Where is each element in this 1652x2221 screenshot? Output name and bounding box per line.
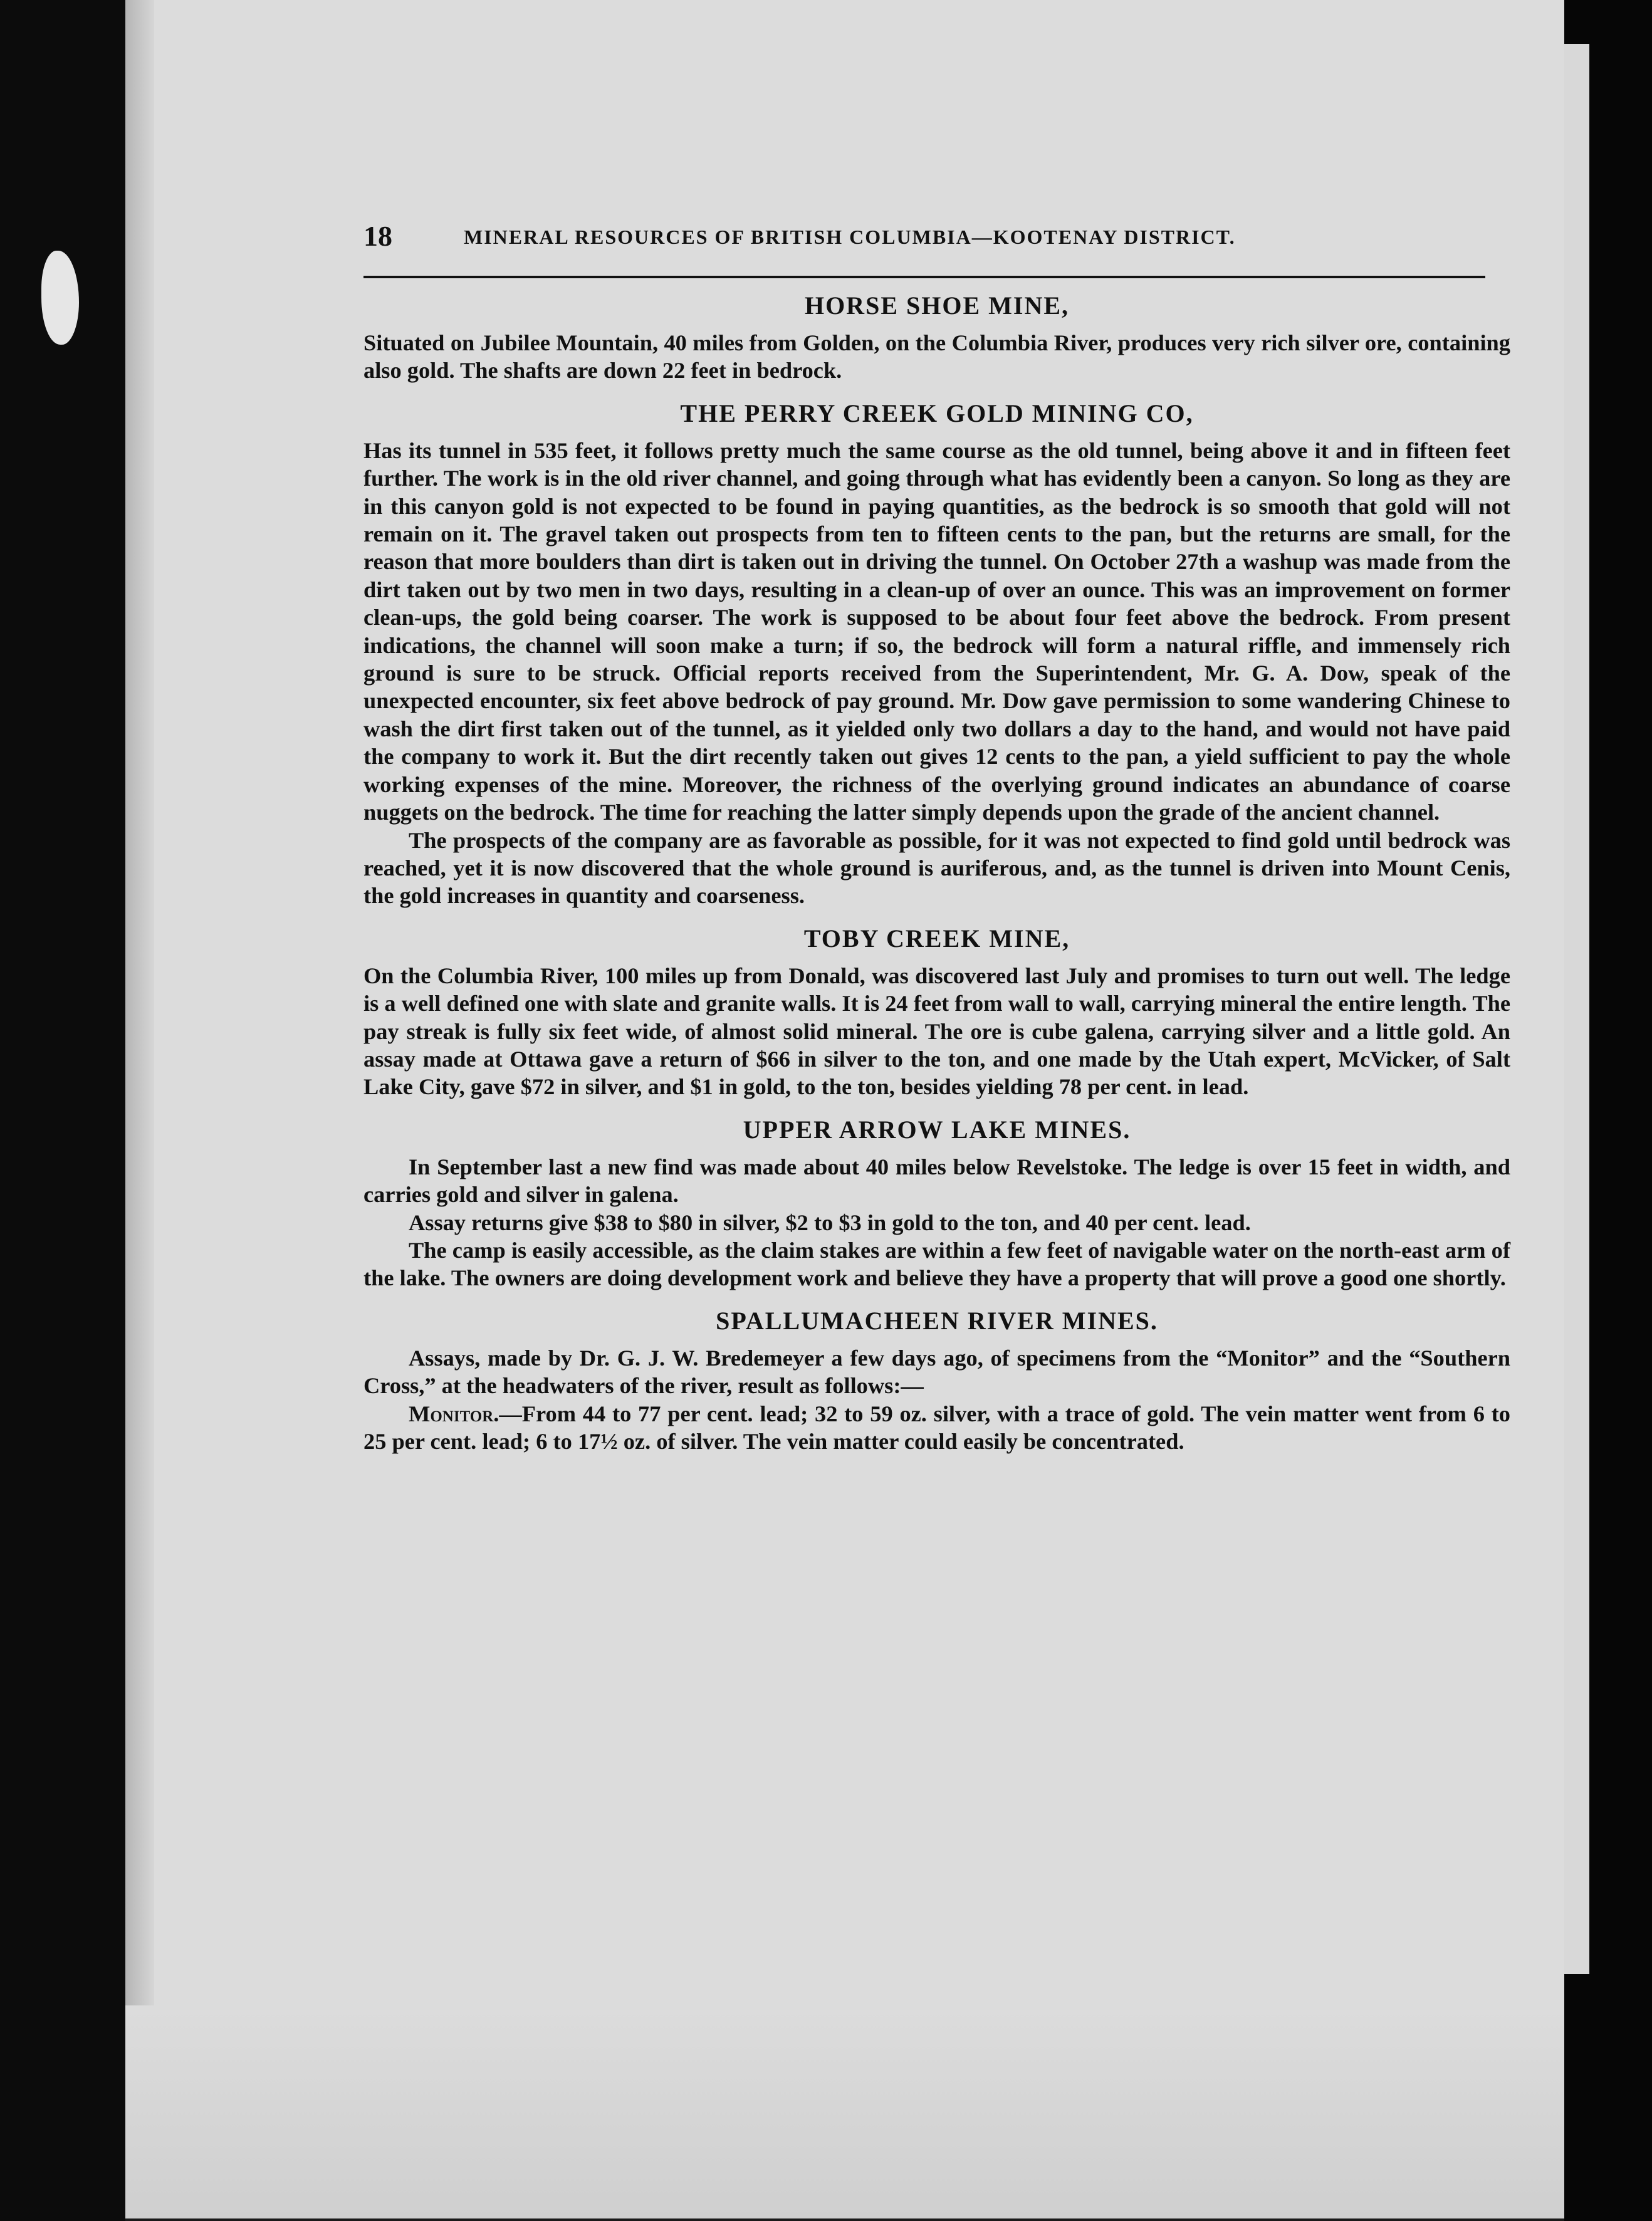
section-perry-creek	[363, 399, 1510, 910]
section-heading: TOBY CREEK MINE,	[803, 924, 1070, 953]
header-rule	[363, 276, 1485, 278]
book-page	[125, 0, 1564, 2218]
paragraph: Situated on Jubilee Mountain, 40 miles from Golden, on the Columbia River, produces very rich silver ore, containing also gold. The shafts are down 22 feet in bedrock.	[363, 330, 1510, 384]
page-content	[363, 219, 1510, 1469]
page-bottom-margin	[125, 2005, 1564, 2218]
paragraph: The camp is easily accessible, as the claim stakes are within a few feet of navigable water on the north-east arm of the lake. The owners are doing development work and believe they have a property that will prove a good one shortly.	[363, 1237, 1510, 1291]
section-heading: SPALLUMACHEEN RIVER MINES.	[716, 1306, 1158, 1335]
running-title: MINERAL RESOURCES OF BRITISH COLUMBIA—KOOTENAY DISTRICT.	[464, 226, 1236, 248]
paragraph: Assays, made by Dr. G. J. W. Bredemeyer a few days ago, of specimens from the “Monitor” and the “Southern Cross,” at the headwaters of the river, result as follows:—	[363, 1345, 1510, 1399]
section-heading: UPPER ARROW LAKE MINES.	[743, 1115, 1131, 1144]
section-upper-arrow-lake	[363, 1115, 1510, 1292]
section-heading: HORSE SHOE MINE,	[804, 291, 1070, 320]
page-number: 18	[363, 220, 392, 252]
monitor-label: Monitor.	[409, 1401, 499, 1426]
monitor-paragraph	[363, 1400, 1510, 1456]
paragraph: On the Columbia River, 100 miles up from Donald, was discovered last July and promises to turn out well. The ledge is a well defined one with slate and granite walls. It is 24 feet from wall to wall, carrying mineral the entire length. The pay streak is fully six feet wide, of almost solid mineral. The ore is cube galena, carrying silver and a little gold. An assay made at Ottawa gave a return of $66 in silver to the ton, and one made by the Utah expert, McVicker, of Salt Lake City, gave $72 in silver, and $1 in gold, to the ton, besides yielding 78 per cent. in lead.	[363, 963, 1510, 1100]
section-toby-creek-mine	[363, 924, 1510, 1101]
paragraph: Assay returns give $38 to $80 in silver, $2 to $3 in gold to the ton, and 40 per cent. lead.	[409, 1210, 1251, 1235]
monitor-text: —From 44 to 77 per cent. lead; 32 to 59 oz. silver, with a trace of gold. The vein matter went from 6 to 25 per cent. lead; 6 to 17½ oz. of silver. The vein matter could easily be concentrated.	[363, 1401, 1510, 1454]
paragraph: Has its tunnel in 535 feet, it follows pretty much the same course as the old tunnel, being above it and in fifteen feet further. The work is in the old river channel, and going through what has evidently been a canyon. So long as they are in this canyon gold is not expected to be found in paying quantities, as the bedrock is so smooth that gold will not remain on it. The gravel taken out prospects from ten to fifteen cents to the pan, but the returns are small, for the reason that more boulders than dirt is taken out in driving the tunnel. On October 27th a washup was made from the dirt taken out by two men in two days, resulting in a clean-up of over an ounce. This was an improvement on former clean-ups, the gold being coarser. The work is supposed to be about four feet above the bedrock. From present indications, the channel will soon make a turn; if so, the bedrock will form a natural riffle, and immensely rich ground is sure to be struck. Official reports received from the Superintendent, Mr. G. A. Dow, speak of the unexpected encounter, six feet above bedrock of pay ground. Mr. Dow gave permission to some wandering Chinese to wash the dirt first taken out of the tunnel, as it yielded only two dollars a day to the hand, and would not have paid the company to work it. But the dirt recently taken out gives 12 cents to the pan, a yield sufficient to pay the whole working expenses of the mine. Moreover, the richness of the overlying ground indicates an abundance of coarse nuggets on the bedrock. The time for reaching the latter simply depends upon the grade of the ancient channel.	[363, 437, 1510, 825]
paragraph: The prospects of the company are as favorable as possible, for it was not expected to find gold until bedrock was reached, yet it is now discovered that the whole ground is auriferous, and, as the tunnel is driven into Mount Cenis, the gold increases in quantity and coarseness.	[363, 827, 1510, 909]
page-gutter	[125, 0, 154, 2218]
section-heading: THE PERRY CREEK GOLD MINING CO,	[680, 399, 1194, 427]
section-spallumacheen-river	[363, 1306, 1510, 1456]
paragraph: In September last a new find was made about 40 miles below Revelstoke. The ledge is over 15 feet in width, and carries gold and silver in galena.	[363, 1154, 1510, 1208]
adjacent-page-edge	[1564, 44, 1589, 1974]
section-horse-shoe-mine	[363, 291, 1510, 385]
running-head	[363, 219, 1510, 263]
